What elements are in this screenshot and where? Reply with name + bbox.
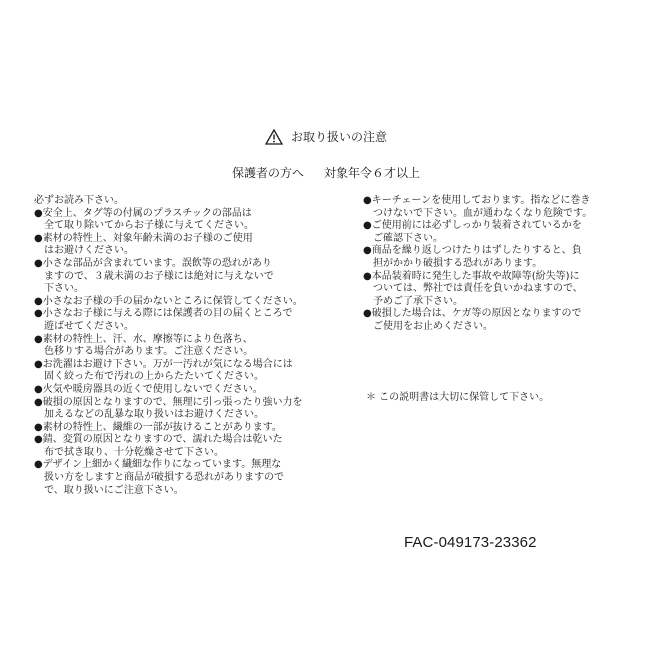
caution-title-row [265,128,387,145]
instruction-line: ●錆、変質の原因となりますので、濡れた場合は乾いた [34,434,283,446]
instruction-line: 下さい。 [34,283,84,295]
age-label: 対象年令６才以上 [324,166,421,180]
product-code: FAC-049173-23362 [404,534,537,551]
instruction-line: つけないで下さい。血が通わなくなり危険です。 [363,207,593,219]
instruction-line: 固く絞った布で汚れの上からたたいてください。 [34,371,264,383]
left-instructions [34,195,309,497]
warning-triangle-icon [265,129,283,145]
instruction-line: ●破損した場合は、ケガ等の原因となりますので [363,308,582,320]
instruction-line: 扱い方をしますと商品が破損する恐れがありますので [34,472,284,484]
target-audience [0,164,652,181]
instruction-line: ●デザイン上細かく繊細な作りになっています。無理な [34,459,282,471]
instruction-line: ●破損の原因となりますので、無理に引っ張ったり強い力を [34,396,303,408]
instruction-line: ●お洗濯はお避け下さい。万が一汚れが気になる場合には [34,358,293,370]
instruction-line: 遊ばせてください。 [34,320,134,332]
instruction-line: ●本品装着時に発生した事故や故障等(紛失等)に [363,270,580,282]
instruction-line: ●小さな部品が含まれています。誤飲等の恐れがあり [34,257,272,269]
instruction-line: 色移りする場合があります。ご注意ください。 [34,346,254,358]
instruction-line: ●小さなお子様の手の届かないところに保管してください。 [34,295,303,307]
instruction-line: ご確認下さい。 [363,232,443,244]
instruction-line: 布で拭き取り、十分乾燥させて下さい。 [34,446,224,458]
instruction-line: はお避けください。 [34,245,134,257]
instruction-line: 全て取り除いてからお子様に与えてください。 [34,220,254,232]
instruction-line: ご使用をお止めください。 [363,320,493,332]
storage-note: ＊ この説明書は大切に保管して下さい。 [366,392,550,403]
instruction-line: ついては、弊社では責任を負いかねますので、 [363,283,583,295]
instruction-line: ●安全上、タグ等の付属のプラスチックの部品は [34,207,252,219]
caution-title: お取り扱いの注意 [290,130,387,144]
caution-header [0,128,652,148]
right-instructions [363,195,615,334]
instruction-line: ●素材の特性上、対象年齢未満のお子様のご使用 [34,232,253,244]
instruction-line: 必ずお読み下さい。 [34,195,124,206]
instruction-line: 担がかかり破損する恐れがあります。 [363,257,543,269]
instruction-line: ●素材の特性上、繊維の一部が抜けることがあります。 [34,421,282,433]
guardian-label: 保護者の方へ [231,166,304,180]
instruction-line: ●ご使用前には必ずしっかり装着されているかを [363,220,582,232]
instruction-line: ●キーチェーンを使用しております。指などに巻き [363,195,591,206]
instruction-line: 加えるなどの乱暴な取り扱いはお避けください。 [34,409,264,421]
instruction-line: ●素材の特性上、汗、水、摩擦等により色落ち、 [34,333,253,345]
instruction-line: ●小さなお子様に与える際には保護者の目の届くところで [34,308,293,320]
instruction-line: ますので、３歳未満のお子様には絶対に与えないで [34,270,274,282]
instruction-line: ●火気や暖房器具の近くで使用しないでください。 [34,383,263,395]
instruction-line: 予めご了承下さい。 [363,295,463,307]
instruction-line: で、取り扱いにご注意下さい。 [34,484,184,496]
instruction-line: ●商品を繰り返しつけたりはずしたりすると、負 [363,245,582,257]
